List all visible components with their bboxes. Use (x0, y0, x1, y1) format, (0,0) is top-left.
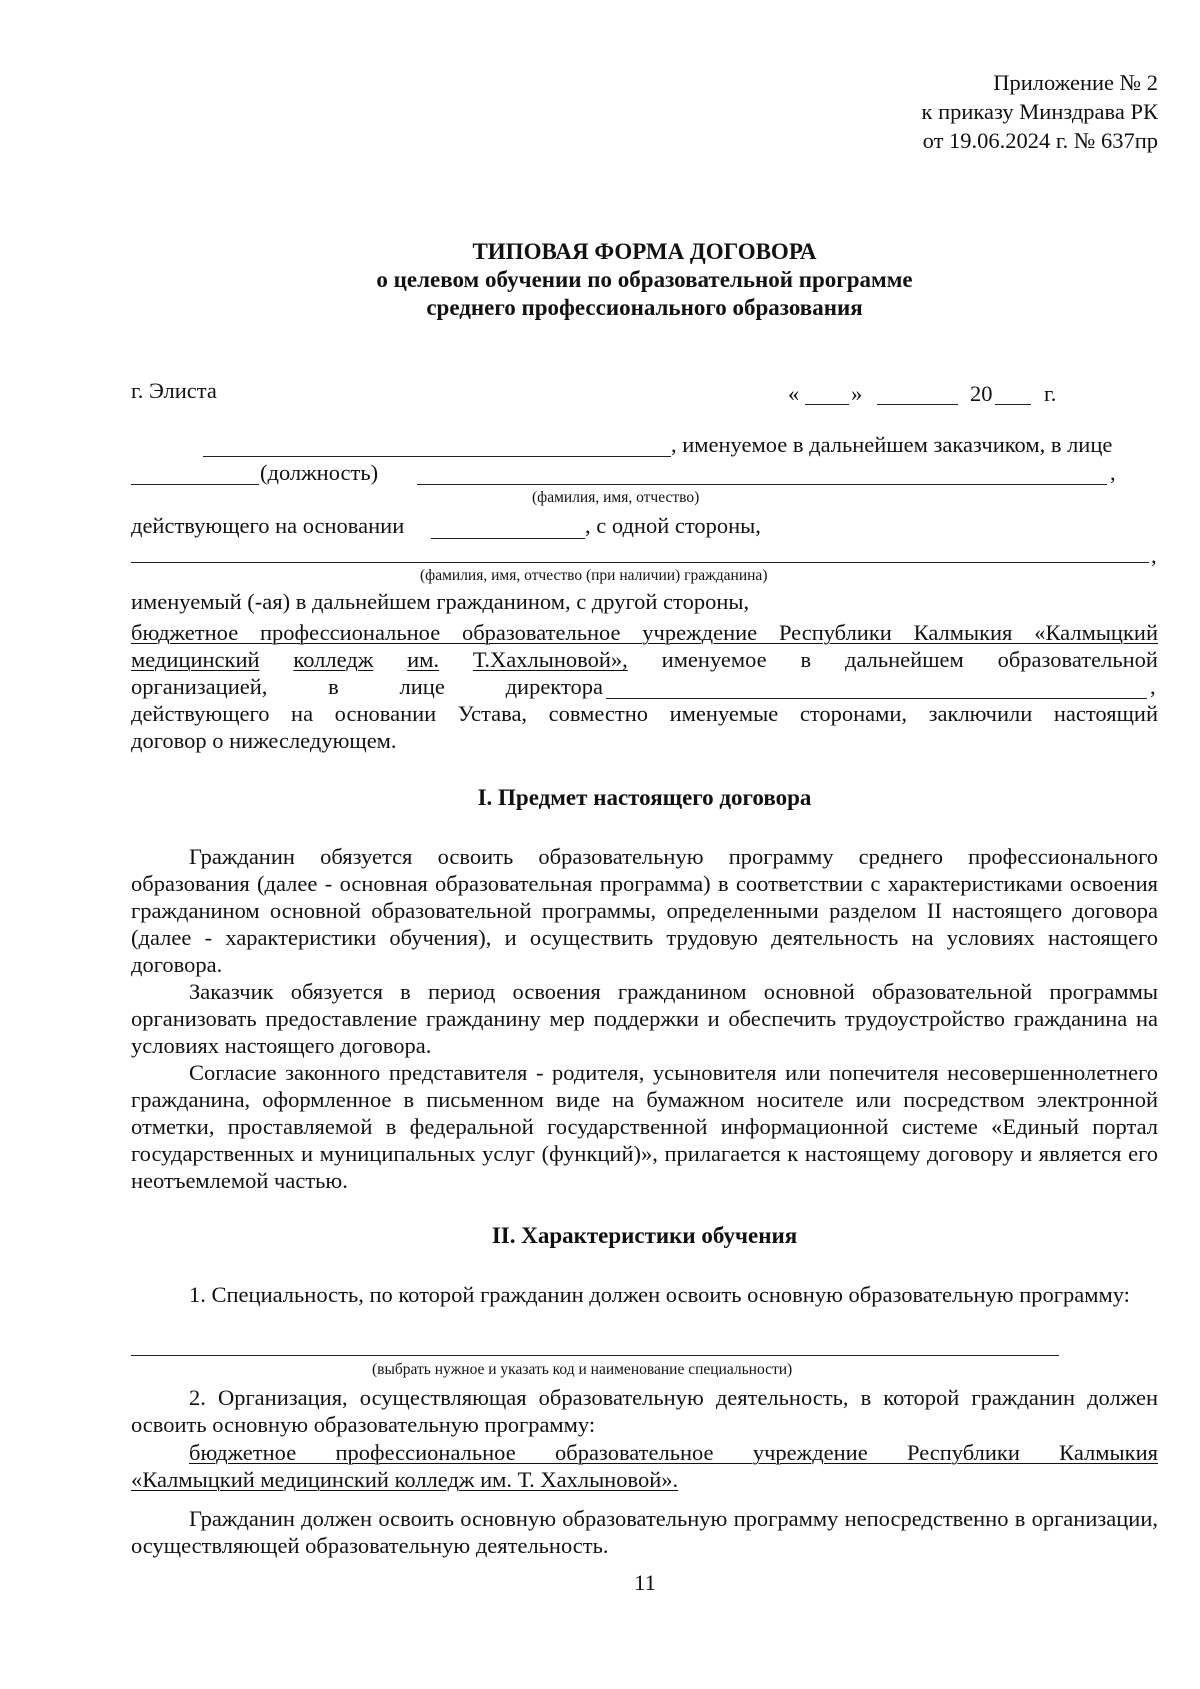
citizen-named-text: именуемый (-ая) в дальнейшем гражданином, с другой стороны, (131, 589, 750, 614)
section-2-heading: II. Характеристики обучения (491, 1223, 798, 1248)
basis-blank (431, 538, 585, 539)
year-blank (995, 404, 1031, 405)
director-word-4: директора (505, 674, 603, 699)
org-word-4: Т.Хахлыновой», (472, 647, 628, 672)
appendix-line-1: Приложение № 2 (993, 70, 1158, 95)
section-2-final-paragraph-text: Гражданин должен освоить основную образовательную программу непосредственно в организации, осуществляющей образовательную деятельность. (131, 1506, 1158, 1558)
section-1-paragraph-2-text: Заказчик обязуется в период освоения гражданином основной образовательной программы организовать предоставление гражданину мер поддержки и обеспечить трудоустройство гражданина на условиях настоящего договора. (131, 979, 1158, 1058)
section-1-heading: I. Предмет настоящего договора (477, 785, 812, 810)
citizen-caption: (фамилия, имя, отчество (при наличии) гражданина) (420, 567, 768, 584)
month-blank (877, 404, 958, 405)
director-word-3: лице (399, 674, 445, 699)
section-2-org-line-1: бюджетное профессиональное образовательное учреждение Республики Калмыкия (189, 1440, 1158, 1465)
position-label: (должность) (260, 460, 379, 485)
year-prefix: 20 (970, 381, 993, 406)
org-named-word-2: в (800, 647, 812, 672)
citizen-comma: , (1151, 543, 1157, 568)
section-1-paragraph-2 (131, 978, 1158, 1059)
position-blank-left (131, 484, 259, 485)
date-quote-open: « (788, 381, 800, 406)
representative-fio-blank (417, 484, 1107, 485)
director-line (131, 672, 603, 701)
day-blank (805, 404, 849, 405)
date-quote-close: » (851, 381, 863, 406)
section-2-item-1 (131, 1281, 1158, 1308)
org-word-3: им. (407, 647, 440, 672)
appendix-header (658, 68, 1158, 155)
section-1-paragraph-1 (131, 843, 1158, 978)
section-1-paragraph-3 (131, 1059, 1158, 1194)
title-line-1: ТИПОВАЯ ФОРМА ДОГОВОРА (472, 239, 817, 264)
section-2-final-paragraph (131, 1505, 1158, 1559)
section-2-item-1-text: 1. Специальность, по которой гражданин должен освоить основную образовательную программу: (189, 1282, 1130, 1307)
org-named-word-3: дальнейшем (845, 647, 964, 672)
year-suffix: г. (1044, 381, 1057, 406)
org-word-1: медицинский (131, 647, 260, 672)
basis-prefix: действующего на основании (131, 513, 405, 538)
title-line-2: о целевом обучении по образовательной программе (376, 267, 913, 292)
section-2-item-2 (131, 1384, 1158, 1438)
section-2-org-line-2: «Калмыцкий медицинский колледж им. Т. Хахлыновой». (131, 1467, 679, 1492)
closing-line: договор о нижеследующем. (131, 728, 397, 753)
section-2-item-2-text: 2. Организация, осуществляющая образовательную деятельность, в которой гражданин должен освоить основную образовательную программу: (131, 1385, 1158, 1437)
org-named-word-4: образовательной (997, 647, 1158, 672)
document-title (131, 238, 1158, 322)
title-line-3: среднего профессионального образования (426, 295, 863, 320)
appendix-line-3: от 19.06.2024 г. № 637пр (922, 128, 1158, 153)
specialty-caption: (выбрать нужное и указать код и наименование специальности) (372, 1361, 793, 1378)
section-1-paragraph-1-text: Гражданин обязуется освоить образовательную программу среднего профессионального образования (далее - основная образовательная программа) в соответствии с характеристиками освоения гражданином основной образовательной программы, определенными разделом II настоящего договора (далее - характеристики обучения), и осуществить трудовую деятельность на условиях настоящего договора. (131, 844, 1158, 977)
director-word-2: в (328, 674, 339, 699)
specialty-blank (131, 1355, 1059, 1356)
basis-suffix: , с одной стороны, (585, 513, 761, 538)
org-name-line-2 (131, 645, 1158, 674)
org-name-line-1: бюджетное профессиональное образовательное учреждение Республики Калмыкия «Калмыцкий (131, 620, 1158, 645)
org-word-2: колледж (293, 647, 374, 672)
ustav-line: действующего на основании Устава, совместно именуемые сторонами, заключили настоящий (131, 701, 1158, 726)
customer-named-text: , именуемое в дальнейшем заказчиком, в лице (671, 432, 1113, 457)
section-1-paragraph-3-text: Согласие законного представителя - родителя, усыновителя или попечителя несовершеннолетнего гражданина, оформленное в письменном виде на бумажном носителе или посредством электронной отметки, проставляемой в федеральной государственной информационной системе «Единый портал государственных и муниципальных услуг (функций)», прилагается к настоящему договору и является его неотъемлемой частью. (131, 1060, 1158, 1193)
org-named-word-1: именуемое (661, 647, 767, 672)
director-word-1: организацией, (131, 674, 268, 699)
director-comma: , (1150, 674, 1156, 699)
customer-name-blank (203, 456, 671, 457)
city-label: г. Элиста (131, 378, 217, 403)
appendix-line-2: к приказу Минздрава РК (921, 99, 1158, 124)
fio-comma: , (1110, 460, 1116, 485)
page-number: 11 (634, 1570, 656, 1595)
citizen-name-blank (131, 562, 1149, 563)
fio-caption: (фамилия, имя, отчество) (532, 489, 700, 506)
